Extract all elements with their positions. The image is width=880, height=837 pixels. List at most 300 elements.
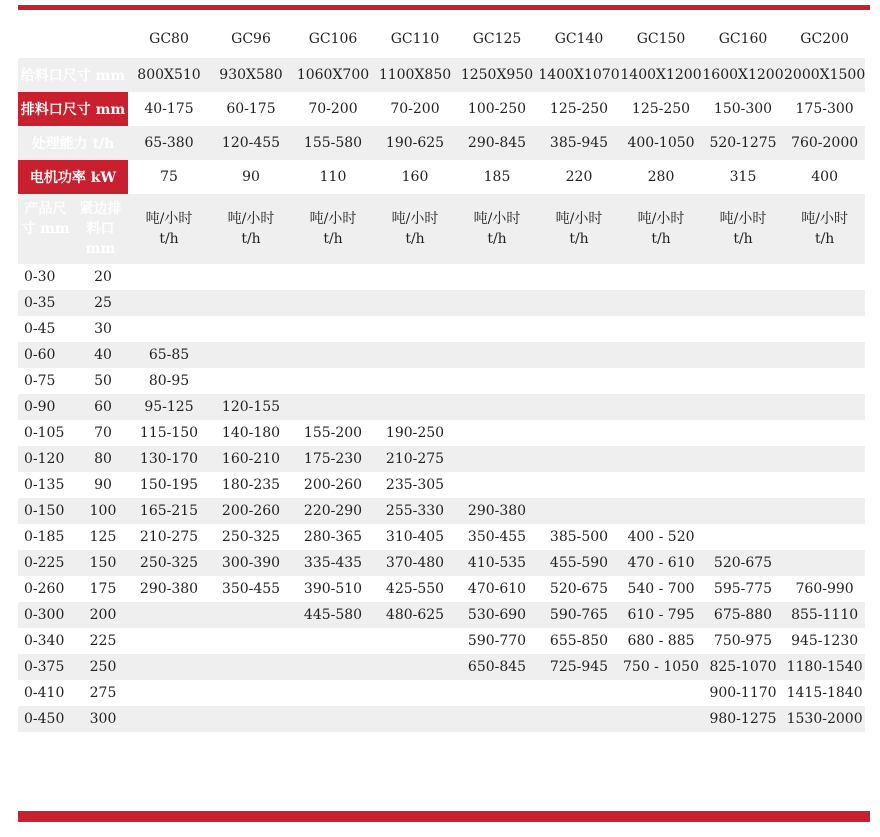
capacity-value [456, 706, 538, 732]
capacity-value [784, 446, 865, 472]
capacity-value [210, 342, 292, 368]
capacity-value [292, 342, 374, 368]
capacity-value [456, 446, 538, 472]
tight-side-setting: 40 [94, 347, 112, 363]
capacity-value [702, 420, 784, 446]
capacity-value [292, 628, 374, 654]
size-pair-cell [18, 290, 128, 316]
spec-value: 930X580 [210, 58, 292, 92]
model-header: GC110 [390, 31, 440, 47]
capacity-value: 235-305 [385, 477, 445, 493]
capacity-value: 445-580 [292, 602, 374, 628]
size-pair-cell [18, 368, 128, 394]
tight-side-setting: 70 [94, 425, 112, 441]
unit-line-en: t/h [323, 231, 343, 247]
capacity-value [784, 290, 865, 316]
size-pair-cell [18, 316, 128, 342]
spec-value: 120-455 [210, 126, 292, 160]
capacity-value: 1180-1540 [784, 654, 865, 680]
capacity-value [292, 264, 374, 290]
product-size: 0-120 [24, 451, 65, 467]
size-pair-cell [18, 654, 128, 680]
capacity-value: 150-195 [139, 477, 199, 493]
capacity-value: 95-125 [128, 394, 210, 420]
unit-line-cn: 吨/小时 [555, 211, 603, 227]
spec-value: 1400X1200 [620, 58, 702, 92]
spec-value: 110 [319, 169, 347, 185]
capacity-value [128, 290, 210, 316]
size-pair [18, 685, 128, 701]
tight-side-setting: 175 [89, 581, 117, 597]
capacity-value: 335-435 [292, 550, 374, 576]
spec-value: 2000X1500 [784, 58, 865, 92]
spec-row [18, 92, 865, 126]
capacity-value [374, 290, 456, 316]
capacity-value: 520-675 [702, 550, 784, 576]
spec-value: 400 [811, 169, 838, 185]
tight-side-setting: 300 [89, 711, 117, 727]
spec-label: 排料口尺寸 mm [18, 92, 128, 126]
capacity-value [538, 394, 620, 420]
unit-header [374, 194, 456, 264]
unit-line-en: t/h [405, 231, 425, 247]
capacity-value: 470-610 [467, 581, 527, 597]
capacity-value: 250-325 [128, 550, 210, 576]
capacity-value: 200-260 [210, 498, 292, 524]
capacity-value [456, 394, 538, 420]
capacity-value [784, 472, 865, 498]
capacity-value: 825-1070 [702, 654, 784, 680]
size-pair [18, 373, 128, 389]
size-pair [18, 451, 128, 467]
tight-side-setting: 150 [89, 555, 117, 571]
capacity-value [620, 394, 702, 420]
size-pair [18, 607, 128, 623]
capacity-value [702, 316, 784, 342]
tight-side-setting: 250 [89, 659, 117, 675]
capacity-value [374, 628, 456, 654]
capacity-value: 120-155 [210, 394, 292, 420]
capacity-value [456, 316, 538, 342]
size-pair-cell [18, 576, 128, 602]
size-pair-cell [18, 420, 128, 446]
product-size: 0-30 [24, 269, 56, 285]
spec-value: 90 [242, 169, 260, 185]
model-header: GC125 [472, 31, 522, 47]
capacity-value [292, 680, 374, 706]
capacity-value [374, 264, 456, 290]
spec-value: 175-300 [795, 101, 854, 117]
capacity-value: 280-365 [303, 529, 363, 545]
capacity-value: 385-500 [549, 529, 609, 545]
capacity-value: 480-625 [374, 602, 456, 628]
capacity-value: 370-480 [374, 550, 456, 576]
capacity-value [538, 420, 620, 446]
capacity-value [210, 264, 292, 290]
spec-value: 155-580 [292, 126, 374, 160]
spec-value: 400-1050 [620, 126, 702, 160]
tight-side-setting: 50 [94, 373, 112, 389]
capacity-value [292, 290, 374, 316]
unit-line-en: t/h [814, 231, 835, 247]
product-size: 0-60 [24, 347, 56, 363]
capacity-value: 140-180 [221, 425, 281, 441]
table-row [18, 472, 865, 498]
table-row [18, 420, 865, 446]
capacity-value [784, 394, 865, 420]
model-header-row [18, 20, 865, 58]
product-size: 0-410 [24, 685, 65, 701]
size-pair [18, 399, 128, 415]
table-row [18, 680, 865, 706]
table-row [18, 628, 865, 654]
capacity-value: 250-325 [221, 529, 281, 545]
spec-value: 1100X850 [374, 58, 456, 92]
spec-value: 290-845 [456, 126, 538, 160]
capacity-value: 595-775 [713, 581, 773, 597]
capacity-value [538, 446, 620, 472]
capacity-value [702, 368, 784, 394]
spec-value: 1400X1070 [538, 58, 620, 92]
capacity-value [128, 680, 210, 706]
tight-side-setting: 60 [94, 399, 112, 415]
capacity-value: 760-990 [795, 581, 854, 597]
unit-line-en: t/h [569, 231, 589, 247]
capacity-value: 290-380 [139, 581, 199, 597]
product-size: 0-135 [24, 477, 65, 493]
product-size: 0-35 [24, 295, 56, 311]
capacity-value [784, 498, 865, 524]
size-pair-cell [18, 472, 128, 498]
tight-side-setting: 20 [94, 269, 112, 285]
capacity-value: 655-850 [549, 633, 609, 649]
spec-value: 385-945 [538, 126, 620, 160]
capacity-value: 390-510 [303, 581, 363, 597]
capacity-value: 725-945 [538, 654, 620, 680]
spec-value: 100-250 [467, 101, 527, 117]
capacity-value [210, 368, 292, 394]
spec-value: 760-2000 [784, 126, 865, 160]
unit-header [538, 194, 620, 264]
capacity-value: 180-235 [221, 477, 281, 493]
capacity-value: 80-95 [148, 373, 190, 389]
product-size: 0-340 [24, 633, 65, 649]
spec-value: 1600X1200 [702, 58, 784, 92]
capacity-value [128, 706, 210, 732]
capacity-value [210, 680, 292, 706]
capacity-value: 310-405 [385, 529, 445, 545]
capacity-value: 680 - 885 [627, 633, 695, 649]
capacity-value: 155-200 [303, 425, 363, 441]
table-row [18, 498, 865, 524]
capacity-value: 675-880 [702, 602, 784, 628]
capacity-value [620, 680, 702, 706]
model-header: GC160 [718, 31, 768, 47]
table-row [18, 654, 865, 680]
size-pair-cell [18, 680, 128, 706]
size-pair [18, 503, 128, 519]
unit-header [784, 194, 865, 264]
capacity-value [702, 264, 784, 290]
model-header: GC140 [554, 31, 604, 47]
capacity-value [210, 316, 292, 342]
capacity-value [620, 264, 702, 290]
product-size: 0-260 [24, 581, 65, 597]
tight-side-setting: 25 [94, 295, 112, 311]
unit-line-cn: 吨/小时 [227, 211, 275, 227]
table-row [18, 264, 865, 290]
product-size: 0-225 [24, 555, 65, 571]
size-pair-cell [18, 602, 128, 628]
capacity-value [620, 498, 702, 524]
unit-header-row [18, 194, 865, 264]
capacity-value: 400 - 520 [627, 529, 695, 545]
capacity-value [538, 316, 620, 342]
model-header: GC106 [308, 31, 358, 47]
capacity-value [128, 654, 210, 680]
capacity-value [784, 368, 865, 394]
capacity-value [702, 394, 784, 420]
spec-value: 190-625 [374, 126, 456, 160]
spec-label: 电机功率 kW [18, 160, 128, 194]
spec-label: 处理能力 t/h [18, 126, 128, 160]
capacity-value [210, 602, 292, 628]
table-row [18, 394, 865, 420]
capacity-value: 115-150 [139, 425, 199, 441]
top-accent-bar [18, 5, 870, 10]
spec-value: 1250X950 [456, 58, 538, 92]
capacity-value [784, 316, 865, 342]
product-size: 0-105 [24, 425, 65, 441]
capacity-value [538, 368, 620, 394]
capacity-value: 945-1230 [791, 633, 859, 649]
size-pair [18, 425, 128, 441]
capacity-value: 650-845 [456, 654, 538, 680]
unit-header [128, 194, 210, 264]
capacity-value [784, 550, 865, 576]
capacity-value [292, 706, 374, 732]
capacity-value [456, 342, 538, 368]
capacity-value: 210-275 [374, 446, 456, 472]
capacity-value [128, 264, 210, 290]
product-size-header: 产品尺寸 mm [21, 201, 70, 237]
capacity-value [620, 316, 702, 342]
capacity-value: 590-765 [538, 602, 620, 628]
size-pair-cell [18, 342, 128, 368]
capacity-value [456, 290, 538, 316]
size-pair [18, 555, 128, 571]
spec-value: 800X510 [128, 58, 210, 92]
capacity-value [456, 472, 538, 498]
capacity-value [538, 498, 620, 524]
product-size: 0-375 [24, 659, 65, 675]
size-pair [18, 321, 128, 337]
table-row [18, 576, 865, 602]
capacity-value [702, 446, 784, 472]
capacity-value [702, 342, 784, 368]
capacity-value [128, 628, 210, 654]
table-row [18, 550, 865, 576]
model-header: GC96 [231, 31, 271, 47]
capacity-value: 175-230 [292, 446, 374, 472]
capacity-value [702, 524, 784, 550]
spec-value: 125-250 [549, 101, 609, 117]
capacity-value: 520-675 [549, 581, 609, 597]
unit-line-en: t/h [651, 231, 671, 247]
tight-side-setting: 100 [89, 503, 117, 519]
size-pair [18, 347, 128, 363]
size-pair [18, 711, 128, 727]
capacity-value: 900-1170 [709, 685, 777, 701]
unit-header [702, 194, 784, 264]
capacity-value: 610 - 795 [620, 602, 702, 628]
unit-line-cn: 吨/小时 [473, 211, 521, 227]
tight-side-setting: 125 [89, 529, 117, 545]
product-size: 0-300 [24, 607, 65, 623]
table-row [18, 342, 865, 368]
product-size: 0-185 [24, 529, 65, 545]
size-pair [18, 529, 128, 545]
spec-value: 40-175 [144, 101, 194, 117]
capacity-value [456, 368, 538, 394]
unit-header [210, 194, 292, 264]
capacity-value: 290-380 [456, 498, 538, 524]
capacity-value [456, 420, 538, 446]
capacity-value [292, 368, 374, 394]
spec-value: 70-200 [308, 101, 358, 117]
capacity-value: 455-590 [538, 550, 620, 576]
capacity-value [292, 654, 374, 680]
product-size: 0-45 [24, 321, 56, 337]
spec-value: 520-1275 [702, 126, 784, 160]
unit-line-cn: 吨/小时 [145, 211, 193, 227]
unit-line-cn: 吨/小时 [801, 211, 848, 227]
unit-header [620, 194, 702, 264]
capacity-value [538, 342, 620, 368]
capacity-value: 590-770 [467, 633, 527, 649]
capacity-value: 540 - 700 [627, 581, 695, 597]
tight-side-setting: 200 [89, 607, 117, 623]
table-row [18, 602, 865, 628]
spec-value: 70-200 [390, 101, 440, 117]
size-pair [18, 295, 128, 311]
size-header-split [18, 199, 128, 259]
capacity-value: 410-535 [456, 550, 538, 576]
capacity-value: 750 - 1050 [620, 654, 702, 680]
spec-label: 给料口尺寸 mm [18, 58, 128, 92]
spec-row [18, 160, 865, 194]
capacity-value [374, 680, 456, 706]
capacity-value [292, 394, 374, 420]
size-pair-cell [18, 264, 128, 290]
capacity-value: 855-1110 [784, 602, 865, 628]
capacity-value [374, 342, 456, 368]
capacity-value [210, 628, 292, 654]
capacity-value: 1530-2000 [784, 706, 865, 732]
unit-line-en: t/h [487, 231, 507, 247]
capacity-value: 210-275 [139, 529, 199, 545]
capacity-value [620, 342, 702, 368]
capacity-value: 255-330 [374, 498, 456, 524]
tight-side-setting: 275 [89, 685, 117, 701]
table-row [18, 706, 865, 732]
capacity-value [620, 446, 702, 472]
capacity-value [128, 602, 210, 628]
tight-side-setting: 80 [94, 451, 112, 467]
capacity-value: 350-455 [221, 581, 281, 597]
capacity-value [620, 290, 702, 316]
spec-row [18, 58, 865, 92]
capacity-value: 165-215 [128, 498, 210, 524]
capacity-value: 530-690 [456, 602, 538, 628]
table-row [18, 290, 865, 316]
capacity-value [702, 498, 784, 524]
capacity-value: 980-1275 [702, 706, 784, 732]
capacity-value [210, 290, 292, 316]
capacity-value: 300-390 [210, 550, 292, 576]
capacity-value: 200-260 [303, 477, 363, 493]
capacity-value: 470 - 610 [620, 550, 702, 576]
capacity-value [210, 706, 292, 732]
capacity-value [538, 290, 620, 316]
spec-row [18, 126, 865, 160]
capacity-value: 130-170 [128, 446, 210, 472]
bottom-accent-bar [18, 811, 870, 822]
capacity-value [538, 264, 620, 290]
spec-value: 280 [647, 169, 675, 185]
product-size: 0-90 [24, 399, 56, 415]
capacity-value [374, 654, 456, 680]
unit-line-en: t/h [241, 231, 261, 247]
size-pair-cell [18, 498, 128, 524]
capacity-value [784, 342, 865, 368]
capacity-value: 65-85 [128, 342, 210, 368]
spec-value: 60-175 [226, 101, 276, 117]
size-header-cell [18, 194, 128, 264]
size-pair-cell [18, 550, 128, 576]
size-pair-cell [18, 446, 128, 472]
capacity-value [374, 368, 456, 394]
capacity-value: 220-290 [292, 498, 374, 524]
capacity-value [620, 706, 702, 732]
unit-line-cn: 吨/小时 [637, 211, 685, 227]
spec-value: 125-250 [631, 101, 691, 117]
size-pair-cell [18, 628, 128, 654]
tight-side-header: 紧边排料口 mm [79, 201, 122, 257]
capacity-value: 425-550 [385, 581, 445, 597]
capacity-value [784, 264, 865, 290]
size-pair [18, 581, 128, 597]
capacity-value [292, 316, 374, 342]
unit-line-en: t/h [159, 231, 179, 247]
model-header: GC150 [636, 31, 686, 47]
capacity-value [620, 368, 702, 394]
spec-value: 150-300 [713, 101, 773, 117]
spec-value: 220 [565, 169, 593, 185]
capacity-value [374, 316, 456, 342]
capacity-value [784, 524, 865, 550]
model-header: GC80 [149, 31, 189, 47]
table-row [18, 524, 865, 550]
capacity-value [538, 472, 620, 498]
unit-line-cn: 吨/小时 [719, 211, 767, 227]
capacity-value: 1415-1840 [786, 685, 863, 701]
corner-cell [18, 20, 128, 58]
tight-side-setting: 30 [94, 321, 112, 337]
capacity-value [702, 290, 784, 316]
table-row [18, 446, 865, 472]
capacity-value [620, 420, 702, 446]
